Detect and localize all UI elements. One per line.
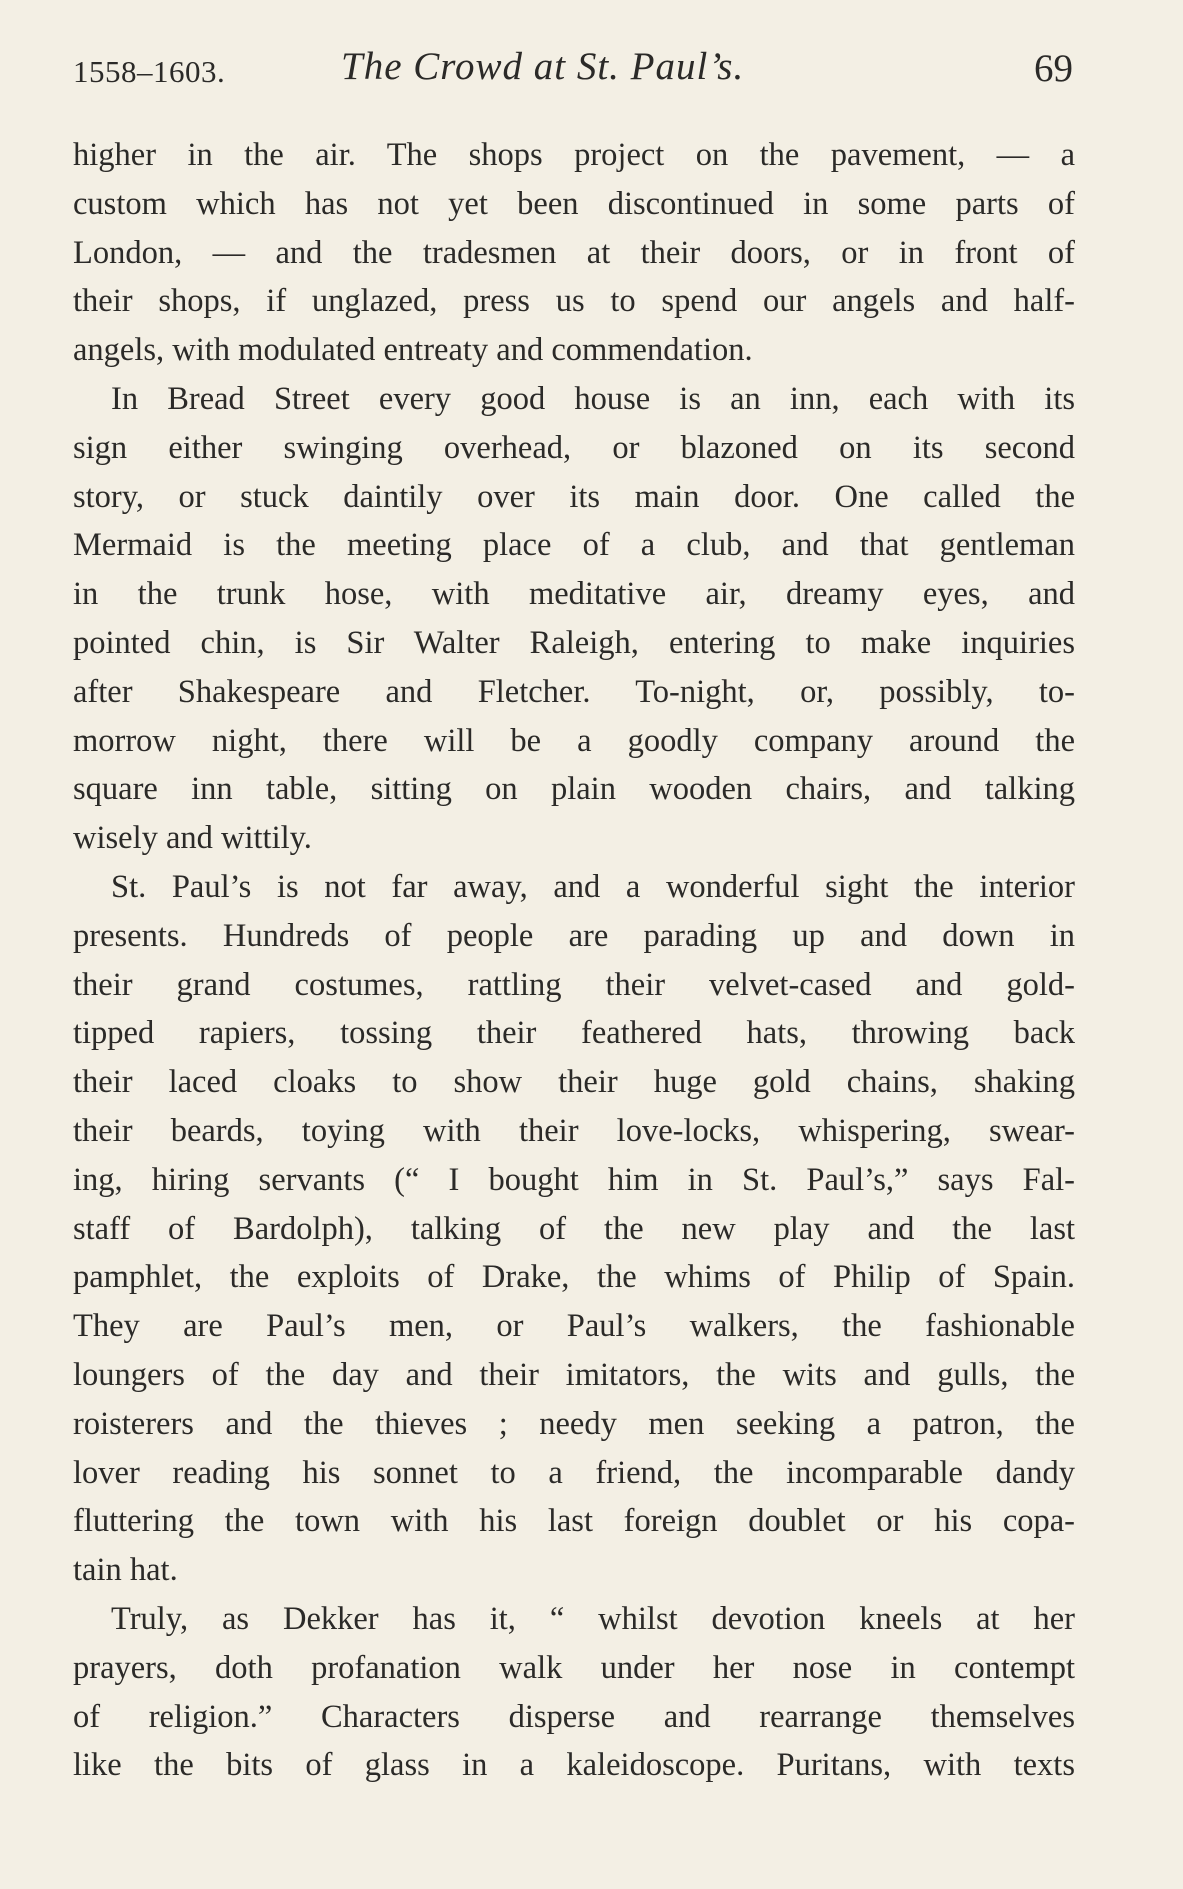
text-line: lover reading his sonnet to a friend, the incomparable dandy — [73, 1454, 1075, 1491]
text-line: staff of Bardolph), talking of the new play and the last — [73, 1210, 1075, 1247]
text-line: tain hat. — [73, 1552, 178, 1589]
text-line: wisely and wittily. — [73, 820, 312, 857]
text-line: London, — and the tradesmen at their doors, or in front of — [73, 234, 1075, 271]
text-line: their laced cloaks to show their huge gold chains, shaking — [73, 1064, 1075, 1101]
text-line: pointed chin, is Sir Walter Raleigh, entering to make inquiries — [73, 624, 1075, 661]
body-text — [73, 131, 1075, 1790]
text-line: angels, with modulated entreaty and commendation. — [73, 332, 753, 369]
text-line: Mermaid is the meeting place of a club, and that gentleman — [73, 527, 1075, 564]
text-line: tipped rapiers, tossing their feathered hats, throwing back — [73, 1015, 1075, 1052]
text-line: their grand costumes, rattling their velvet-cased and gold- — [73, 966, 1075, 1003]
running-head — [73, 44, 1073, 104]
text-line: story, or stuck daintily over its main door. One called the — [73, 478, 1075, 515]
text-line: pamphlet, the exploits of Drake, the whims of Philip of Spain. — [73, 1259, 1075, 1296]
text-line: like the bits of glass in a kaleidoscope. Puritans, with texts — [73, 1747, 1075, 1784]
text-line: their beards, toying with their love-locks, whispering, swear- — [73, 1112, 1075, 1149]
text-line: custom which has not yet been discontinued in some parts of — [73, 185, 1075, 222]
text-line: In Bread Street every good house is an inn, each with its — [111, 380, 1075, 417]
text-line: roisterers and the thieves ; needy men seeking a patron, the — [73, 1405, 1075, 1442]
text-line: of religion.” Characters disperse and rearrange themselves — [73, 1698, 1075, 1735]
running-head-date: 1558–1603. — [73, 54, 226, 89]
text-line: loungers of the day and their imitators, the wits and gulls, the — [73, 1356, 1075, 1393]
text-line: fluttering the town with his last foreign doublet or his copa- — [73, 1503, 1075, 1540]
text-line: morrow night, there will be a goodly company around the — [73, 722, 1075, 759]
text-line: prayers, doth profanation walk under her nose in contempt — [73, 1649, 1075, 1686]
running-head-title: The Crowd at St. Paul’s. — [341, 45, 745, 88]
text-line: presents. Hundreds of people are parading up and down in — [73, 917, 1075, 954]
text-line: higher in the air. The shops project on the pavement, — a — [73, 137, 1075, 173]
text-line: square inn table, sitting on plain wooden chairs, and talking — [73, 771, 1075, 808]
text-line: St. Paul’s is not far away, and a wonderful sight the interior — [111, 868, 1075, 905]
page-number: 69 — [1034, 47, 1073, 90]
text-line: sign either swinging overhead, or blazoned on its second — [73, 429, 1075, 466]
text-line: ing, hiring servants (“ I bought him in St. Paul’s,” says Fal- — [73, 1161, 1075, 1198]
text-line: Truly, as Dekker has it, “ whilst devotion kneels at her — [111, 1600, 1075, 1637]
text-line: after Shakespeare and Fletcher. To-night, or, possibly, to- — [73, 673, 1075, 710]
text-line: in the trunk hose, with meditative air, dreamy eyes, and — [73, 576, 1075, 613]
text-line: their shops, if unglazed, press us to spend our angels and half- — [73, 283, 1075, 320]
text-line: They are Paul’s men, or Paul’s walkers, the fashionable — [73, 1308, 1075, 1345]
